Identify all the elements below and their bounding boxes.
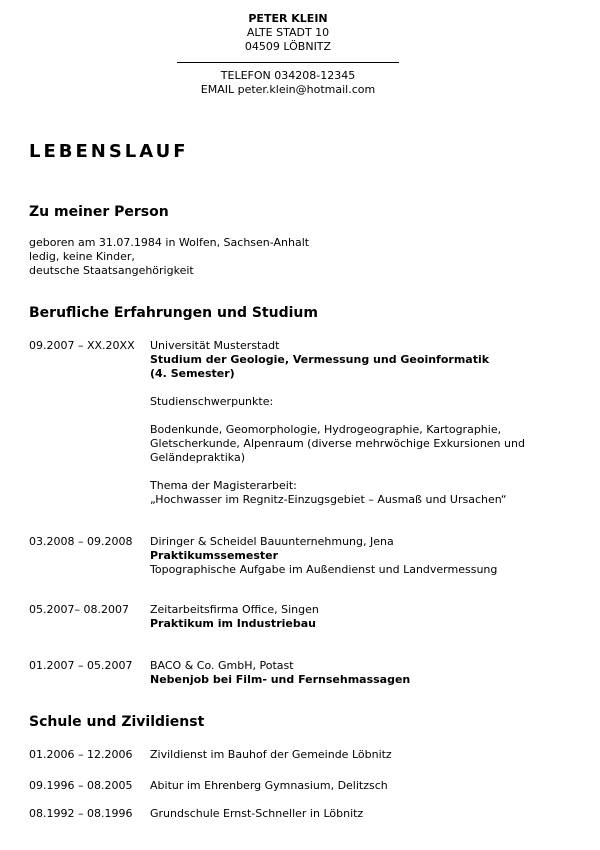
street-address: ALTE STADT 10: [246, 26, 330, 39]
personal-details: [29, 236, 309, 278]
entry-title-semester: (4. Semester): [150, 367, 235, 380]
focus-text-line: Bodenkunde, Geomorphologie, Hydrogeographie, Kartographie,: [150, 423, 502, 436]
experience-entry: [29, 603, 569, 631]
entry-text: Abitur im Ehrenberg Gymnasium, Delitzsch: [150, 779, 388, 792]
entry-text: Zivildienst im Bauhof der Gemeinde Löbnitz: [150, 748, 392, 761]
section-heading-school: Schule und Zivildienst: [29, 714, 205, 730]
entry-date: 09.2007 – XX.20XX: [29, 339, 135, 352]
applicant-name: PETER KLEIN: [248, 12, 328, 25]
entry-text: Grundschule Ernst-Schneller in Löbnitz: [150, 807, 364, 820]
entry-description: Topographische Aufgabe im Außendienst und Landvermessung: [150, 563, 498, 576]
focus-text-line: Gletscherkunde, Alpenraum (diverse mehrwöchige Exkursionen und: [150, 437, 525, 450]
entry-title: Praktikum im Industriebau: [150, 617, 316, 630]
page-title: LEBENSLAUF: [29, 141, 189, 162]
birth-line: geboren am 31.07.1984 in Wolfen, Sachsen-Anhalt: [29, 236, 310, 249]
email-address: EMAIL peter.klein@hotmail.com: [200, 83, 376, 96]
entry-organization: BACO & Co. GmbH, Potast: [150, 659, 294, 672]
entry-date: 09.1996 – 08.2005: [29, 779, 133, 792]
family-status-line: ledig, keine Kinder,: [29, 250, 135, 263]
header-divider: [177, 62, 399, 63]
school-entry: [29, 748, 569, 762]
entry-title: Praktikumssemester: [150, 549, 279, 562]
focus-text-line: Geländepraktika): [150, 451, 246, 464]
entry-organization: Zeitarbeitsfirma Office, Singen: [150, 603, 319, 616]
section-heading-person: Zu meiner Person: [29, 204, 169, 220]
nationality-line: deutsche Staatsangehörigkeit: [29, 264, 194, 277]
school-entry: [29, 779, 569, 793]
entry-date: 08.1992 – 08.1996: [29, 807, 133, 820]
thesis-title: „Hochwasser im Regnitz-Einzugsgebiet – Ausmaß und Ursachen“: [150, 493, 507, 506]
thesis-label: Thema der Magisterarbeit:: [150, 479, 297, 492]
entry-date: 01.2006 – 12.2006: [29, 748, 133, 761]
focus-label: Studienschwerpunkte:: [150, 395, 274, 408]
experience-entry: [29, 339, 569, 507]
school-entry: [29, 807, 569, 821]
entry-title: Studium der Geologie, Vermessung und Geoinformatik: [150, 353, 490, 366]
contact-header: [0, 12, 576, 97]
entry-date: 01.2007 – 05.2007: [29, 659, 133, 672]
entry-organization: Universität Musterstadt: [150, 339, 280, 352]
phone-number: TELEFON 034208-12345: [220, 69, 356, 82]
city-address: 04509 LÖBNITZ: [244, 40, 332, 53]
section-heading-experience: Berufliche Erfahrungen und Studium: [29, 305, 318, 321]
experience-entry: [29, 659, 569, 687]
entry-title: Nebenjob bei Film- und Fernsehmassagen: [150, 673, 411, 686]
entry-organization: Diringer & Scheidel Bauunternehmung, Jena: [150, 535, 394, 548]
experience-entry: [29, 535, 569, 577]
entry-date: 05.2007– 08.2007: [29, 603, 129, 616]
entry-date: 03.2008 – 09.2008: [29, 535, 133, 548]
